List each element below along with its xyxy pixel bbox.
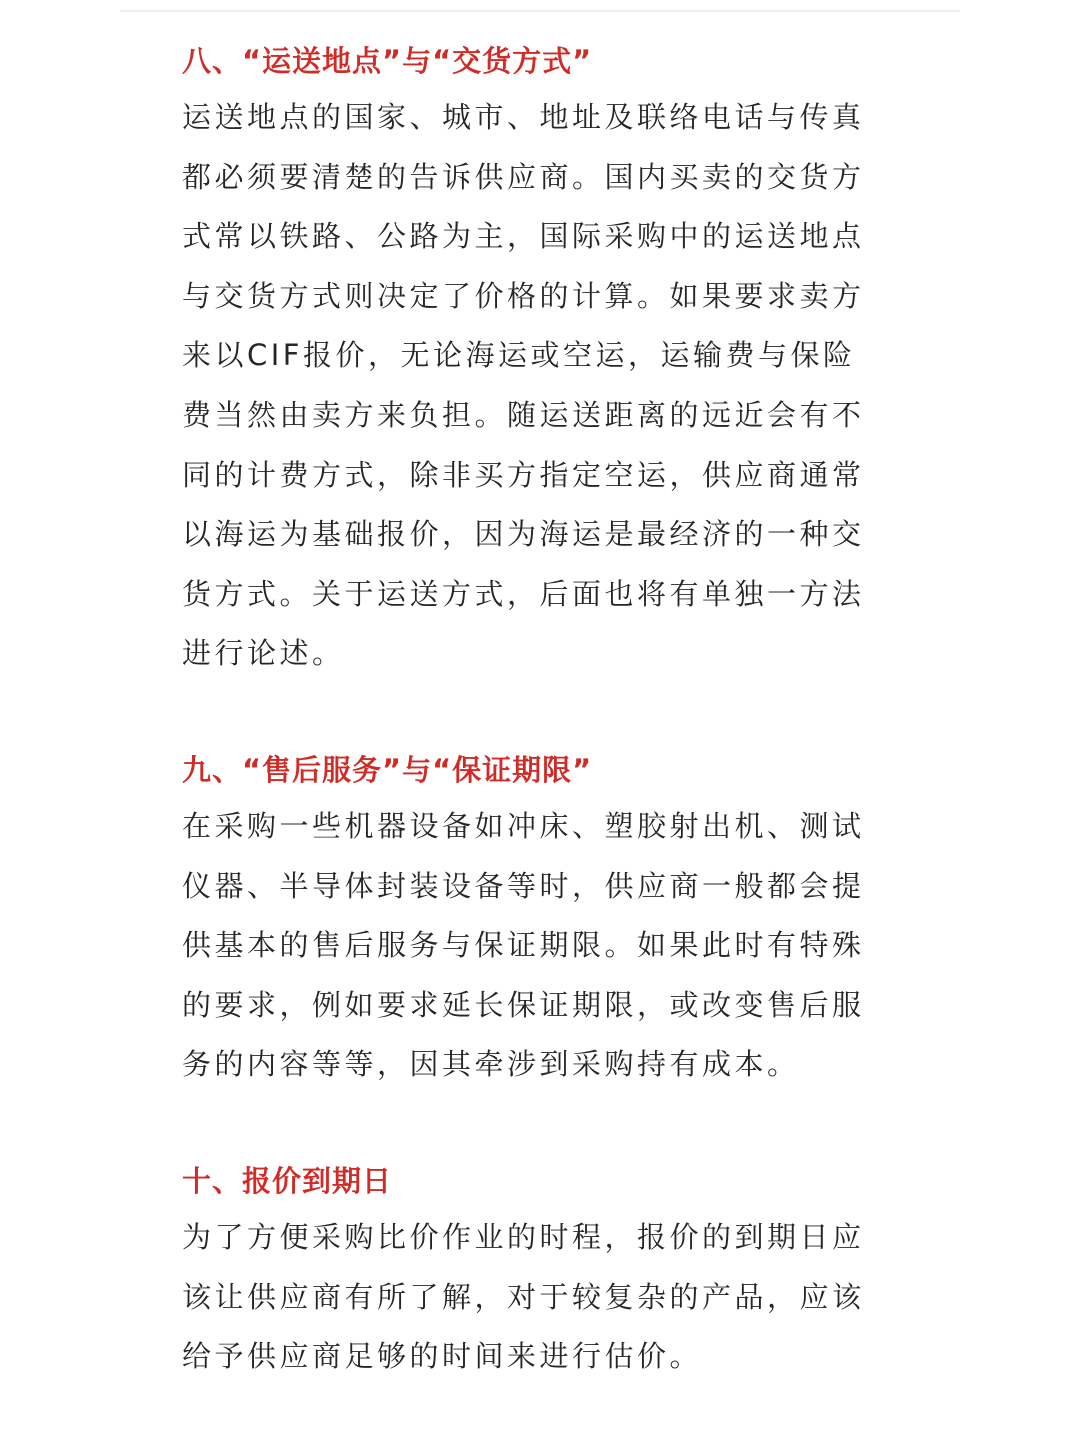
paragraph-line: 仪器、半导体封装设备等时，供应商一般都会提 bbox=[182, 868, 865, 903]
paragraph-line: 费当然由卖方来负担。随运送距离的远近会有不 bbox=[182, 397, 865, 432]
paragraph-line: 货方式。关于运送方式，后面也将有单独一方法 bbox=[182, 576, 865, 611]
paragraph-line: 该让供应商有所了解，对于较复杂的产品，应该 bbox=[182, 1279, 865, 1314]
paragraph-line: 同的计费方式，除非买方指定空运，供应商通常 bbox=[182, 457, 865, 492]
section-heading: 八、“运送地点”与“交货方式” bbox=[182, 44, 593, 78]
section-quote-expiry bbox=[182, 1154, 898, 1387]
paragraph-line: 为了方便采购比价作业的时程，报价的到期日应 bbox=[182, 1219, 865, 1254]
paragraph-line: 进行论述。 bbox=[182, 636, 345, 671]
paragraph-line: 运送地点的国家、城市、地址及联络电话与传真 bbox=[182, 100, 865, 134]
section-heading: 九、“售后服务”与“保证期限” bbox=[182, 752, 593, 787]
paragraph-line: 与交货方式则决定了价格的计算。如果要求卖方 bbox=[182, 278, 865, 313]
paragraph-line: 式常以铁路、公路为主，国际采购中的运送地点 bbox=[182, 219, 865, 254]
paragraph-line: 都必须要清楚的告诉供应商。国内买卖的交货方 bbox=[182, 159, 865, 194]
paragraph-line: 供基本的售后服务与保证期限。如果此时有特殊 bbox=[182, 928, 865, 963]
section-after-sales bbox=[182, 743, 898, 1095]
paragraph-line: 务的内容等等，因其牵涉到采购持有成本。 bbox=[182, 1047, 800, 1082]
top-divider bbox=[120, 10, 960, 12]
section-delivery bbox=[182, 34, 898, 684]
article-body bbox=[182, 34, 898, 1387]
paragraph-line: 来以CIF报价，无论海运或空运，运输费与保险 bbox=[182, 338, 856, 373]
paragraph-line: 在采购一些机器设备如冲床、塑胶射出机、测试 bbox=[182, 808, 865, 843]
paragraph-line: 给予供应商足够的时间来进行估价。 bbox=[182, 1339, 703, 1374]
paragraph-line: 以海运为基础报价，因为海运是最经济的一种交 bbox=[182, 517, 865, 552]
section-heading: 十、报价到期日 bbox=[182, 1163, 393, 1198]
paragraph-line: 的要求，例如要求延长保证期限，或改变售后服 bbox=[182, 987, 865, 1022]
